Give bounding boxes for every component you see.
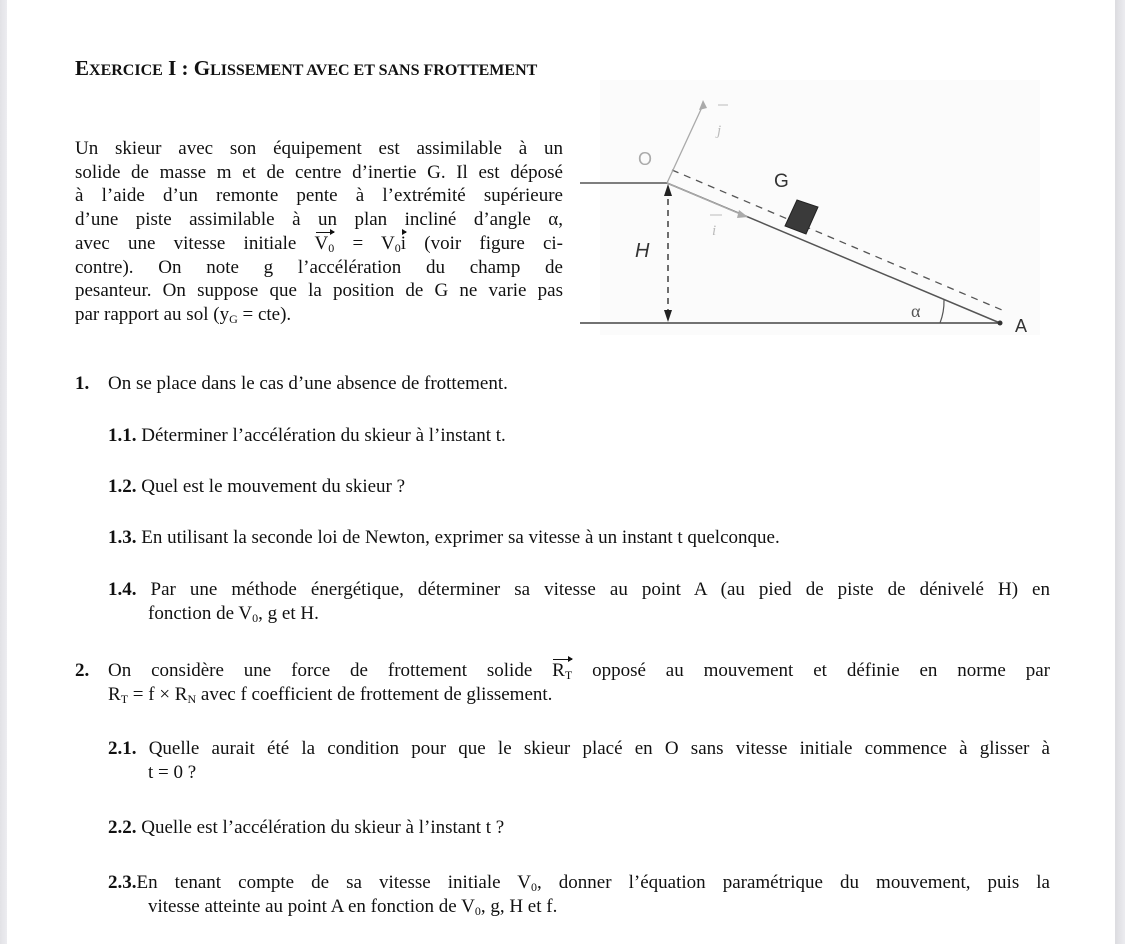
viewer-scrollbar-track[interactable]: [1115, 0, 1125, 944]
question-number: 2.2.: [108, 817, 137, 838]
label-j: j: [717, 123, 722, 139]
question-text: fonction de V: [148, 602, 253, 624]
question-2-3: [108, 871, 1050, 918]
question-1-3: [108, 526, 1050, 550]
title-smallcaps-2: LISSEMENT AVEC ET SANS FROTTEMENT: [210, 62, 538, 79]
var-y: y: [219, 303, 230, 325]
label-a: A: [1015, 316, 1028, 336]
subscript: 0: [252, 610, 259, 625]
subscript: 0: [474, 903, 481, 918]
vec-letter: R: [552, 660, 565, 681]
question-text: opposé au mouvement et définie en norme par: [572, 660, 1050, 681]
question-number: 2.1.: [108, 738, 137, 759]
question-text: On considère une force de frottement solide: [108, 660, 553, 681]
question-1-2: [108, 475, 1050, 499]
intro-paragraph: [75, 137, 563, 327]
intro-text: par rapport au sol (: [75, 303, 220, 325]
intro-line: solide de masse m et de centre d’inertie G. Il est déposé: [75, 161, 563, 183]
question-text: Déterminer l’accélération du skieur à l’instant t.: [136, 425, 506, 446]
var-sub: G: [229, 311, 238, 326]
label-h: H: [635, 240, 650, 262]
question-line: [75, 683, 1050, 707]
question-1-1: [108, 424, 1050, 448]
inclined-plane-figure: [580, 75, 1040, 350]
label-alpha: α: [911, 301, 921, 321]
question-text: Par une méthode énergétique, déterminer sa vitesse au point A (au pied de piste de dénivelé H) en: [136, 579, 1050, 600]
vector-rt: [552, 659, 572, 683]
question-line: [108, 871, 1050, 895]
title-initial-e: E: [75, 56, 90, 80]
label-i: i: [712, 223, 717, 239]
title-initial-g: G: [193, 56, 211, 80]
formula-eq: = V: [334, 232, 395, 254]
question-line: [108, 602, 1050, 626]
intro-line: Un skieur avec son équipement est assimilable à un: [75, 138, 563, 159]
subscript: T: [120, 691, 129, 706]
question-text: = f × R: [128, 683, 188, 705]
question-1-4: [108, 578, 1050, 625]
question-number: 2.: [75, 660, 90, 681]
vector-i: [401, 232, 406, 256]
vector-v0: [315, 232, 335, 256]
intro-text: = cte).: [237, 303, 292, 325]
intro-line: d’une piste assimilable à un plan incliné d’angle α,: [75, 209, 563, 231]
question-text: Quelle est l’accélération du skieur à l’instant t ?: [136, 817, 505, 838]
vec-sub: T: [564, 668, 573, 682]
question-number: 1.3.: [108, 527, 137, 548]
question-number: 2.3.: [108, 872, 137, 893]
question-text: R: [108, 683, 121, 705]
question-number: 1.1.: [108, 425, 137, 446]
question-text: En tenant compte de sa vitesse initiale V: [136, 872, 531, 893]
question-1: [75, 372, 508, 396]
question-text: On se place dans le cas d’une absence de frottement.: [108, 373, 508, 394]
question-number: 1.4.: [108, 579, 137, 600]
vec-letter: i: [400, 232, 407, 254]
question-text: vitesse atteinte au point A en fonction de V: [148, 895, 475, 917]
question-text: , g et H.: [258, 602, 319, 624]
title-smallcaps-1: XERCICE: [89, 62, 163, 79]
question-line: [108, 578, 1050, 602]
label-g: G: [774, 171, 789, 192]
question-text: En utilisant la seconde loi de Newton, exprimer sa vitesse à un instant t quelconque.: [136, 527, 780, 548]
title-roman-numeral: I :: [162, 56, 194, 80]
question-line: [108, 895, 1050, 919]
question-2-2: [108, 816, 1050, 840]
question-text: Quel est le mouvement du skieur ?: [136, 476, 406, 497]
subscript: 0: [530, 880, 537, 894]
intro-line-last: [75, 303, 563, 327]
question-line: [108, 737, 1050, 761]
question-2-1: [108, 737, 1050, 784]
vec-letter: V: [314, 232, 329, 254]
intro-line: à l’aide d’un remonte pente à l’extrémité supérieure: [75, 185, 563, 207]
question-text: avec f coefficient de frottement de glissement.: [196, 683, 553, 705]
intro-line: contre). On note g l’accélération du champ de: [75, 256, 563, 278]
label-o: O: [638, 149, 653, 169]
question-text: t = 0 ?: [148, 761, 197, 783]
exercise-title: [75, 56, 537, 81]
subscript: N: [187, 691, 197, 706]
question-line: [75, 659, 1050, 683]
question-number: 1.2.: [108, 476, 137, 497]
question-text: , g, H et f.: [480, 895, 558, 917]
intro-line: pesanteur. On suppose que la position de G ne varie pas: [75, 280, 563, 302]
question-2: [75, 659, 1050, 706]
question-text: Quelle aurait été la condition pour que le skieur placé en O sans vitesse initiale commence à glisser à: [136, 738, 1050, 759]
intro-text: avec une vitesse initiale: [75, 232, 297, 254]
intro-line-formula: [75, 232, 563, 256]
formula-sub: 0: [394, 240, 401, 255]
question-number: 1.: [75, 373, 90, 394]
intro-text: (voir figure ci-: [406, 232, 563, 254]
vec-sub: 0: [328, 240, 335, 255]
question-text: , donner l’équation paramétrique du mouvement, puis la: [536, 872, 1050, 893]
